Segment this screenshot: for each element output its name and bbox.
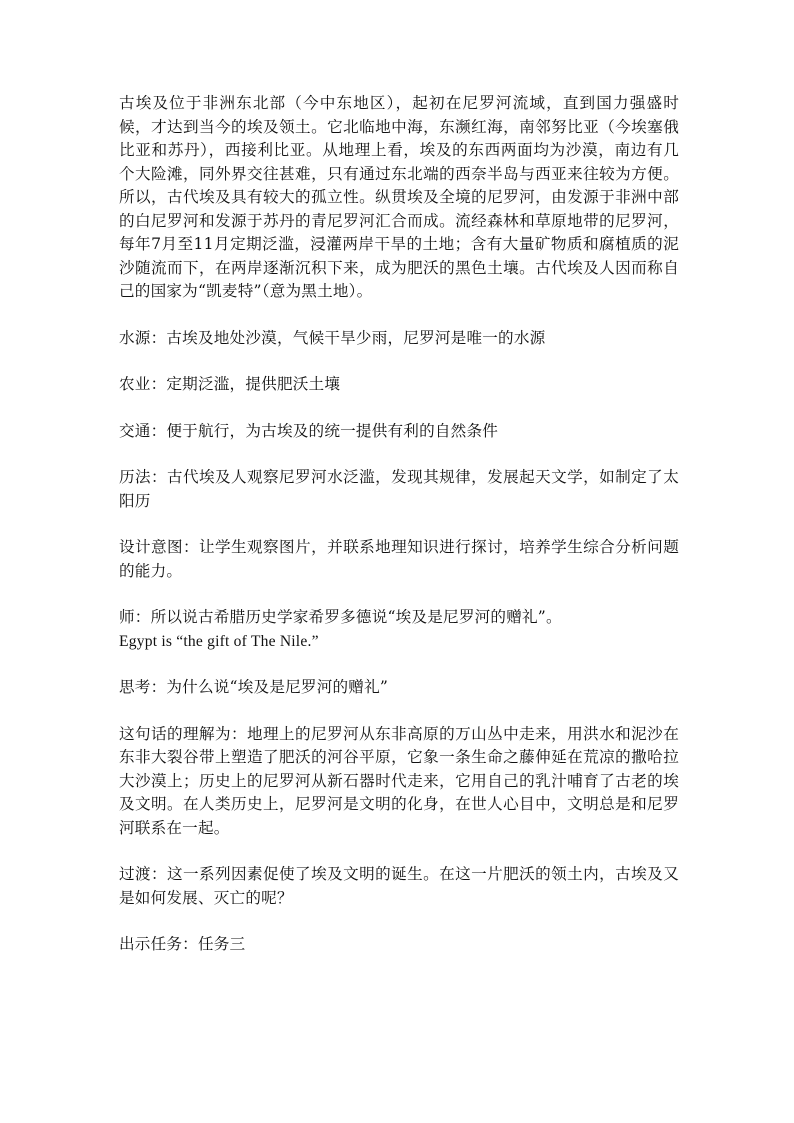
paragraph-think-question: 思考：为什么说“埃及是尼罗河的赠礼” [119,678,389,696]
paragraph-intro: 古埃及位于非洲东北部（今中东地区），起初在尼罗河流域，直到国力强盛时候，才达到当今的埃及领土。它北临地中海，东濒红海，南邻努比亚（今埃塞俄比亚和苏丹），西接利比亚。从地理上看，埃及的东西两面均为沙漠，南边有几个大险滩，同外界交往甚难，只有通过东北端的西奈半岛与西亚来往较为方便。所以，古代埃及具有较大的孤立性。纵贯埃及全境的尼罗河，由发源于非洲中部的白尼罗河和发源于苏丹的青尼罗河汇合而成。流经森林和草原地带的尼罗河，每年7月至11月定期泛滥，浸灌两岸干旱的土地；含有大量矿物质和腐植质的泥沙随流而下，在两岸逐渐沉积下来，成为肥沃的黑色土壤。古代埃及人因而称自己的国家为“凯麦特”（意为黑土地）。 [119,94,679,300]
paragraph-interpretation: 这句话的理解为：地理上的尼罗河从东非高原的万山丛中走来，用洪水和泥沙在东非大裂谷带上塑造了肥沃的河谷平原，它象一条生命之藤伸延在荒凉的撒哈拉大沙漠上；历史上的尼罗河从新石器时代走来，它用自己的乳汁哺育了古老的埃及文明。在人类历史上，尼罗河是文明的化身，在世人心目中，文明总是和尼罗河联系在一起。 [119,724,679,837]
paragraph-transport: 交通：便于航行，为古埃及的统一提供有利的自然条件 [119,421,499,440]
paragraph-calendar: 历法：古代埃及人观察尼罗河水泛滥，发现其规律，发展起天文学，如制定了太阳历 [119,468,679,510]
paragraph-transition: 过渡：这一系列因素促使了埃及文明的诞生。在这一片肥沃的领土内，古埃及又是如何发展、灭亡的呢？ [119,865,679,907]
paragraph-water-source: 水源：古埃及地处沙漠，气候干旱少雨，尼罗河是唯一的水源 [119,328,546,347]
paragraph-spacer [119,350,679,373]
paragraph-spacer [119,583,679,606]
paragraph-spacer [119,840,679,863]
paragraph-task: 出示任务：任务三 [119,935,246,953]
paragraph-spacer [119,653,679,676]
paragraph-spacer [119,700,679,723]
paragraph-spacer [119,910,679,933]
paragraph-agriculture: 农业：定期泛滥，提供肥沃土壤 [119,375,341,393]
paragraph-design-intent: 设计意图：让学生观察图片，并联系地理知识进行探讨，培养学生综合分析问题的能力。 [119,538,679,580]
document-body [119,92,679,957]
paragraph-spacer [119,397,679,420]
paragraph-teacher-quote: 师：所以说古希腊历史学家希罗多德说“埃及是尼罗河的赠礼”。 [119,608,562,626]
paragraph-spacer [119,443,679,466]
paragraph-spacer [119,513,679,536]
paragraph-spacer [119,304,679,327]
paragraph-english-quote: Egypt is “the gift of The Nile.” [119,632,319,650]
